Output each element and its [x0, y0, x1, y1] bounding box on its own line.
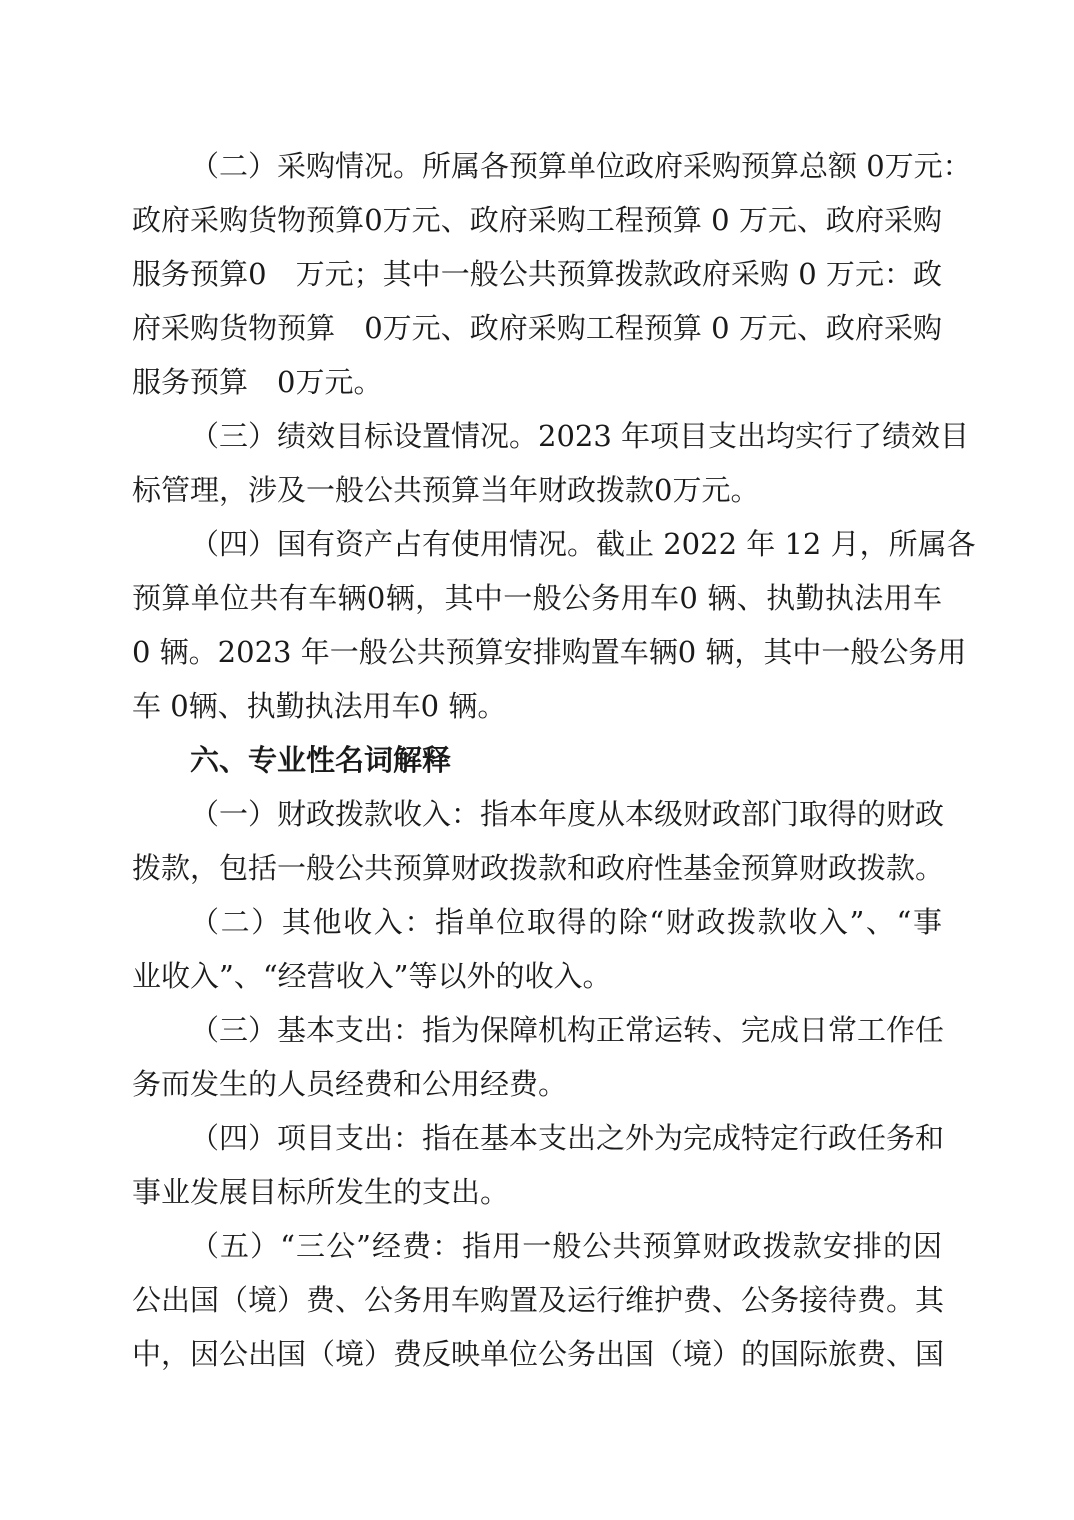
paragraph-line: 业收入”、“经营收入”等以外的收入。: [132, 959, 612, 993]
paragraph-line: （三）基本支出：指为保障机构正常运转、完成日常工作任: [190, 1013, 945, 1047]
paragraph-line: 拨款，包括一般公共预算财政拨款和政府性基金预算财政拨款。: [132, 851, 945, 885]
paragraph-line: 服务预算 0万元。: [132, 365, 383, 399]
paragraph-line: 0 辆。2023 年一般公共预算安排购置车辆0 辆，其中一般公务用: [132, 635, 967, 669]
paragraph-line: （四）项目支出：指在基本支出之外为完成特定行政任务和: [190, 1121, 945, 1155]
paragraph-line: （二）其他收入：指单位取得的除“财政拨款收入”、“事: [190, 905, 942, 939]
paragraph-line: （二）采购情况。所属各预算单位政府采购预算总额 0万元：: [190, 149, 972, 183]
paragraph-line: 府采购货物预算 0万元、政府采购工程预算 0 万元、政府采购: [132, 311, 942, 345]
paragraph-line: 车 0辆、执勤执法用车0 辆。: [132, 689, 507, 723]
paragraph-line: （三）绩效目标设置情况。2023 年项目支出均实行了绩效目: [190, 419, 970, 453]
paragraph-line: 服务预算0 万元；其中一般公共预算拨款政府采购 0 万元：政: [132, 257, 942, 291]
paragraph-line: 预算单位共有车辆0辆，其中一般公务用车0 辆、执勤执法用车: [132, 581, 942, 615]
paragraph-line: （五）“三公”经费：指用一般公共预算财政拨款安排的因: [190, 1229, 942, 1263]
paragraph-line: （一）财政拨款收入：指本年度从本级财政部门取得的财政: [190, 797, 945, 831]
paragraph-line: 事业发展目标所发生的支出。: [132, 1175, 510, 1209]
paragraph-line: 公出国（境）费、公务用车购置及运行维护费、公务接待费。其: [132, 1283, 945, 1317]
paragraph-line: 中，因公出国（境）费反映单位公务出国（境）的国际旅费、国: [132, 1337, 945, 1371]
paragraph-line: 政府采购货物预算0万元、政府采购工程预算 0 万元、政府采购: [132, 203, 942, 237]
section-heading: 六、专业性名词解释: [190, 743, 452, 777]
paragraph-line: 标管理，涉及一般公共预算当年财政拨款0万元。: [132, 473, 760, 507]
paragraph-line: 务而发生的人员经费和公用经费。: [132, 1067, 568, 1101]
paragraph-line: （四）国有资产占有使用情况。截止 2022 年 12 月，所属各: [190, 527, 976, 561]
